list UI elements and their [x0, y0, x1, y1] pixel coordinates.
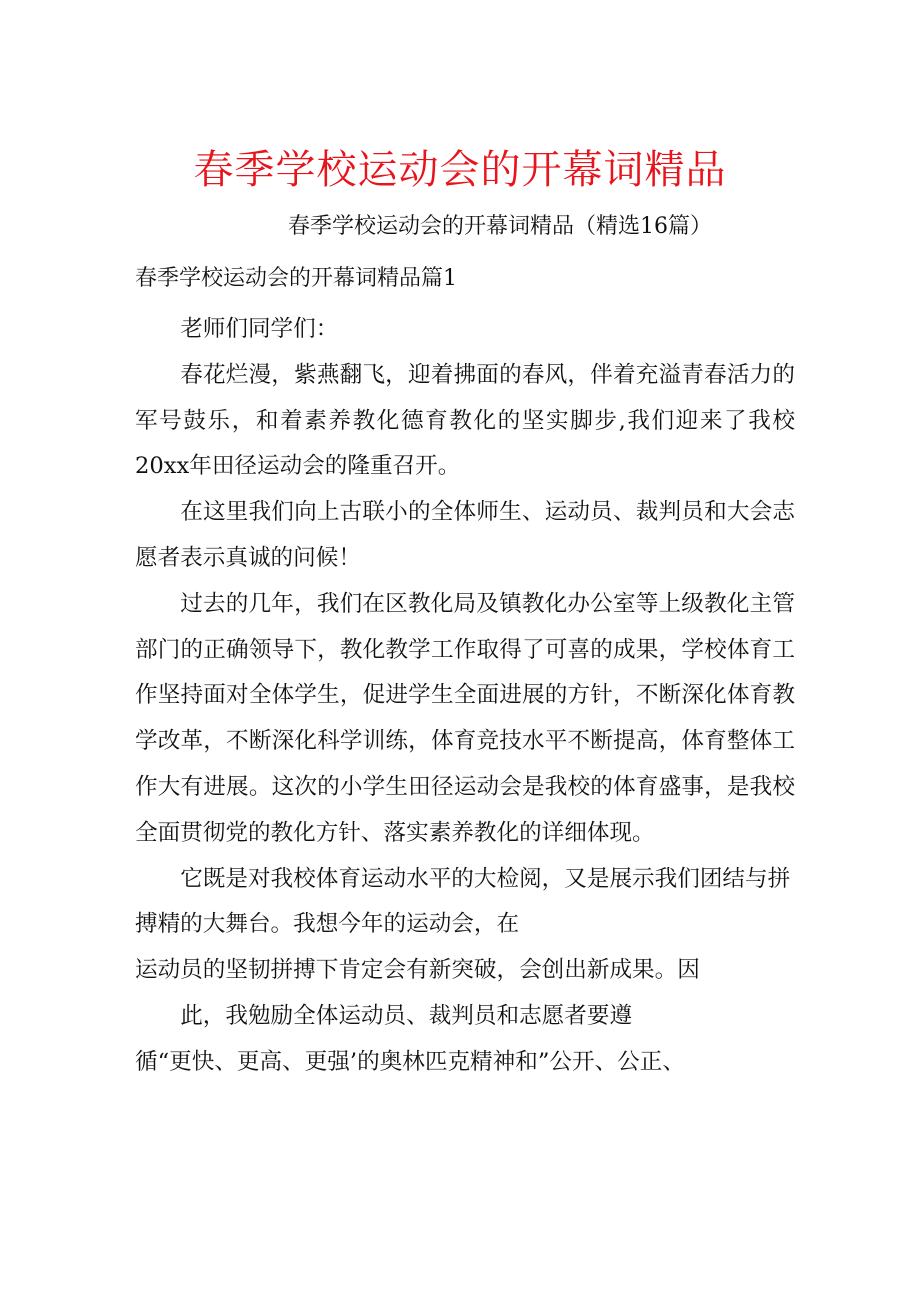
paragraph: 它既是对我校体育运动水平的大检阅，又是展示我们团结与拼搏精的大舞台。我想今年的运动会，在 [135, 865, 791, 938]
paragraph: 春花烂漫，紫燕翻飞，迎着拂面的春风，伴着充溢青春活力的军号鼓乐，和着素养教化德育教化的坚实脚步,我们迎来了我校20xx年田径运动会的隆重召开。 [135, 361, 795, 480]
paragraph: 此，我勉励全体运动员、裁判员和志愿者要遵 [180, 1002, 633, 1029]
section-heading: 春季学校运动会的开幕词精品篇1 [135, 266, 457, 291]
paragraph-greeting: 老师们同学们： [180, 316, 339, 342]
paragraph: 循“更快、更高、更强’的奥林匹克精神和”公开、公正、 [135, 1048, 685, 1075]
document-title: 春季学校运动会的开幕词精品 [193, 147, 727, 193]
paragraph: 运动员的坚韧拼搏下肯定会有新突破，会创出新成果。因 [135, 957, 700, 984]
document-body [135, 307, 795, 1086]
paragraph: 在这里我们向上古联小的全体师生、运动员、裁判员和大会志愿者表示真诚的问候！ [135, 499, 795, 571]
document-subtitle: 春季学校运动会的开幕词精品（精选16篇） [288, 214, 712, 239]
paragraph: 过去的几年，我们在区教化局及镇教化办公室等上级教化主管部门的正确领导下，教化教学工作取得了可喜的成果，学校体育工作坚持面对全体学生，促进学生全面进展的方针，不断深化体育教学改革，不断深化科学训练，体育竞技水平不断提高，体育整体工作大有进展。这次的小学生田径运动会是我校的体育盛事，是我校全面贯彻党的教化方针、落实素养教化的详细体现。 [135, 590, 795, 846]
